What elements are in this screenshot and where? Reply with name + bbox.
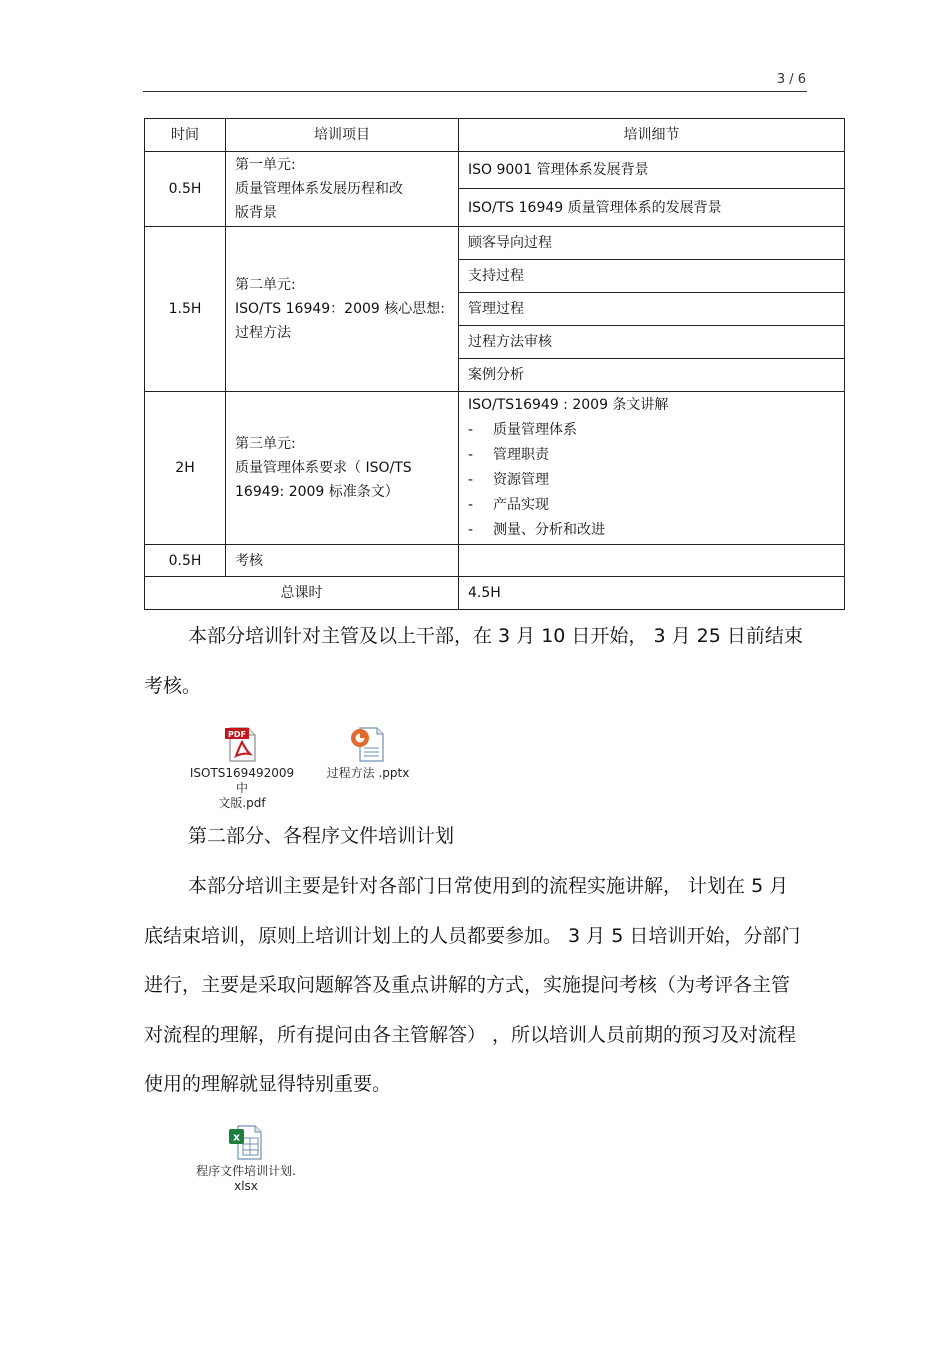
unit2-detail: 支持过程 — [459, 260, 845, 293]
list-item — [468, 493, 835, 518]
attachment-name-line: xlsx — [234, 1179, 258, 1193]
unit2-detail: 案例分析 — [459, 359, 845, 392]
unit2-item-line: 过程方法 — [235, 325, 291, 341]
unit3-time: 2H — [145, 392, 226, 545]
unit2-item-line: ISO/TS 16949：2009 核心思想: — [235, 301, 445, 317]
unit1-item-line: 第一单元: — [235, 157, 296, 173]
bullet: - — [468, 422, 474, 438]
unit3-item — [226, 392, 459, 545]
unit2-item — [226, 227, 459, 392]
list-item-text: 管理职责 — [493, 447, 549, 463]
section-2-title — [144, 812, 806, 862]
total-label: 总课时 — [145, 577, 459, 610]
unit3-detail-list — [468, 418, 835, 543]
unit1-item-line: 版背景 — [235, 205, 277, 221]
bullet: - — [468, 447, 474, 463]
list-item-text: 测量、分析和改进 — [493, 522, 605, 538]
list-item — [468, 468, 835, 493]
list-item — [468, 418, 835, 443]
header-detail: 培训细节 — [459, 119, 845, 152]
pdf-icon — [222, 724, 262, 764]
paragraph-1-text: 本部分培训针对主管及以上干部，在 3 月 10 日开始， 3 月 25 日前结束考核。 — [144, 625, 803, 697]
list-item-text: 质量管理体系 — [493, 422, 577, 438]
xlsx-icon — [226, 1124, 266, 1162]
attachment-pdf[interactable] — [186, 724, 298, 811]
attachment-xlsx[interactable] — [184, 1124, 308, 1194]
training-schedule-table — [144, 118, 845, 610]
unit1-detail: ISO/TS 16949 质量管理体系的发展背景 — [459, 189, 845, 227]
unit1-item — [226, 152, 459, 227]
exam-time: 0.5H — [145, 545, 226, 577]
unit2-detail: 顾客导向过程 — [459, 227, 845, 260]
header-item: 培训项目 — [226, 119, 459, 152]
unit1-detail: ISO 9001 管理体系发展背景 — [459, 152, 845, 189]
list-item-text: 产品实现 — [493, 497, 549, 513]
unit1-time: 0.5H — [145, 152, 226, 227]
bullet: - — [468, 472, 474, 488]
table-row — [145, 392, 845, 545]
section-2-title-text: 第二部分、各程序文件培训计划 — [188, 825, 455, 847]
pptx-icon — [348, 724, 388, 764]
paragraph-2 — [144, 862, 806, 1110]
unit1-item-line: 质量管理体系发展历程和改 — [235, 181, 403, 197]
list-item — [468, 518, 835, 543]
unit2-item-line: 第二单元: — [235, 277, 296, 293]
paragraph-2-text: 本部分培训主要是针对各部门日常使用到的流程实施讲解， 计划在 5 月底结束培训，原则上培训计划上的人员都要参加。 3 月 5 日培训开始，分部门进行，主要是采取问题解答及重点讲解的方式，实施提问考核（为考评各主管对流程的理解，所有提问由各主管解答） ，所以培训人员前期的预习及对流程使用的理解就显得特别重要。 — [144, 875, 801, 1096]
page-number: 3 / 6 — [776, 72, 806, 87]
exam-item: 考核 — [226, 545, 459, 577]
svg-text:x: x — [232, 1130, 241, 1144]
total-value: 4.5H — [459, 577, 845, 610]
list-item-text: 资源管理 — [493, 472, 549, 488]
unit3-item-line: 第三单元: — [235, 436, 296, 452]
exam-detail — [459, 545, 845, 577]
unit2-detail: 过程方法审核 — [459, 326, 845, 359]
bullet: - — [468, 522, 474, 538]
table-row — [145, 152, 845, 189]
table-row — [145, 577, 845, 610]
header-time: 时间 — [145, 119, 226, 152]
attachment-name-line: 过程方法 .pptx — [326, 766, 410, 780]
attachment-name-line: 文版.pdf — [218, 796, 266, 810]
attachment-pptx[interactable] — [318, 724, 418, 781]
unit3-detail — [459, 392, 845, 545]
svg-text:PDF: PDF — [228, 730, 246, 739]
header-rule — [143, 91, 807, 92]
attachment-name-line: 程序文件培训计划. — [196, 1164, 296, 1178]
unit3-detail-title: ISO/TS16949 : 2009 条文讲解 — [468, 397, 669, 413]
table-header-row — [145, 119, 845, 152]
bullet: - — [468, 497, 474, 513]
unit3-item-line: 16949: 2009 标准条文） — [235, 484, 399, 500]
attachment-name-line: ISOTS169492009中 — [189, 766, 295, 795]
table-row — [145, 545, 845, 577]
table-row — [145, 227, 845, 260]
unit3-item-line: 质量管理体系要求（ ISO/TS — [235, 460, 412, 476]
list-item — [468, 443, 835, 468]
paragraph-1 — [144, 612, 806, 711]
unit2-detail: 管理过程 — [459, 293, 845, 326]
unit2-time: 1.5H — [145, 227, 226, 392]
